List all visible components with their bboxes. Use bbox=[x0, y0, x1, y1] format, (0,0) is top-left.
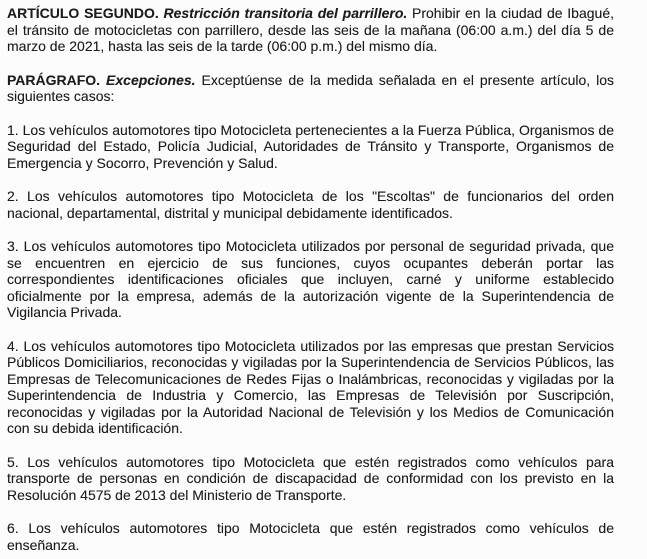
article-segundo-subtitle: Restricción transitoria del parrillero. bbox=[163, 5, 408, 21]
exception-item-1-text: 1. Los vehículos automotores tipo Motocicleta pertenecientes a la Fuerza Pública, Organismos de Seguridad del Estado, Policía Judicial, Autoridades de Tránsito y Transporte, Organismos de Emergencia y Socorro, Prevención y Salud. bbox=[7, 121, 614, 171]
exception-item-4 bbox=[7, 338, 614, 437]
exception-item-6-text: 6. Los vehículos automotores tipo Motocicleta que estén registrados como vehículos de enseñanza. bbox=[7, 520, 614, 553]
exception-item-2-text: 2. Los vehículos automotores tipo Motocicleta de los "Escoltas" de funcionarios del orden nacional, departamental, distrital y municipal debidamente identificados. bbox=[7, 188, 614, 221]
article-segundo-paragraph bbox=[7, 5, 614, 55]
exception-item-3-text: 3. Los vehículos automotores tipo Motocicleta utilizados por personal de seguridad privada, que se encuentren en ejercicio de sus funciones, cuyos ocupantes deberán portar las correspondientes identificaciones oficiales que incluyen, carné y uniforme establecido oficialmente por la empresa, además de la autorización vigente de la Superintendencia de Vigilancia Privada. bbox=[7, 238, 614, 320]
exception-item-6 bbox=[7, 520, 614, 553]
exception-item-5-text: 5. Los vehículos automotores tipo Motocicleta que estén registrados como vehículos para transporte de personas en condición de discapacidad de conformidad con los previsto en la Resolución 4575 de 2013 del Ministerio de Transporte. bbox=[7, 453, 614, 503]
exception-item-3 bbox=[7, 238, 614, 321]
article-segundo-body: Prohibir en la ciudad de Ibagué, el tránsito de motocicletas con parrillero, desde las seis de la mañana (06:00 a.m.) del día 5 de marzo de 2021, hasta las seis de la tarde (06:00 p.m.) del mismo día. bbox=[7, 5, 615, 54]
exception-item-2 bbox=[7, 188, 614, 221]
paragrafo-body: Exceptúense de la medida señalada en el presente artículo, los siguientes casos: bbox=[7, 71, 615, 104]
exception-item-4-text: 4. Los vehículos automotores tipo Motocicleta utilizados por las empresas que prestan Servicios Públicos Domiciliarios, reconocidas y vigiladas por la Superintendencia de Servicios Públicos, las Empresas de Telecomunicaciones de Redes Fijas o Inalámbricas, reconocidas y vigiladas por la Superintendencia de Industria y Comercio, las Empresas de Televisión por Suscripción, reconocidas y vigiladas por la Autoridad Nacional de Televisión y los Medios de Comunicación con su debida identificación. bbox=[7, 337, 614, 436]
article-segundo-label: ARTÍCULO SEGUNDO. bbox=[7, 5, 159, 21]
paragrafo-paragraph bbox=[7, 72, 614, 105]
exception-item-1 bbox=[7, 122, 614, 172]
exception-item-5 bbox=[7, 454, 614, 504]
paragrafo-label: PARÁGRAFO. bbox=[7, 71, 101, 88]
paragrafo-subtitle: Excepciones. bbox=[106, 71, 196, 88]
